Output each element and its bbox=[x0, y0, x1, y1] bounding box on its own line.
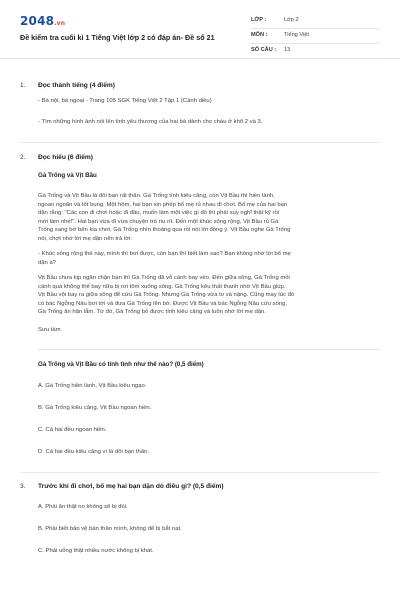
document-meta bbox=[251, 14, 380, 59]
divider bbox=[20, 142, 380, 143]
answer-option[interactable]: D. Cả hai đều kiêu căng vì là đôi bạn thân. bbox=[38, 449, 150, 455]
question-number: 3. bbox=[20, 483, 26, 490]
question-text: Đọc thành tiếng (4 điểm) bbox=[38, 82, 115, 89]
site-logo[interactable] bbox=[20, 14, 65, 28]
divider bbox=[38, 349, 380, 350]
question-1-heading bbox=[20, 82, 115, 89]
answer-option[interactable]: B. Phải biết bảo vệ bản thân mình, không để bị bắt nạt. bbox=[38, 526, 182, 532]
meta-label: SỐ CÂU : bbox=[251, 47, 277, 53]
q1-item: - Tìm những hình ảnh nói lên tình yêu thương của hai bà dành cho cháu ở khổ 2 và 3. bbox=[38, 119, 263, 125]
question-text: Đọc hiểu (6 điểm) bbox=[38, 154, 93, 161]
meta-value: 13 bbox=[284, 47, 291, 53]
meta-label: MÔN : bbox=[251, 32, 268, 38]
answer-option[interactable]: C. Phải uống thật nhiều nước không bị khát. bbox=[38, 548, 154, 554]
question-3-heading bbox=[20, 483, 224, 490]
answer-option[interactable]: C. Cả hai đều ngoan hiền. bbox=[38, 427, 107, 433]
story-title: Gà Trống và Vịt Bầu bbox=[38, 172, 97, 179]
answer-option[interactable]: B. Gà Trống kiêu căng, Vịt Bầu ngoan hiền. bbox=[38, 405, 152, 411]
story-line: Gà Trống và Vịt Bầu là đôi bạn rất thân. Gà Trống tính kiêu căng, còn Vịt Bầu thì hiền lành, bbox=[38, 193, 275, 199]
story-line: - Khúc sông rộng thế này, mình thì bơi được, còn bạn thì biết làm sao? Bạn không nhớ lời bố mẹ bbox=[38, 251, 291, 257]
question-2-heading bbox=[20, 154, 93, 161]
story-line: có bác Ngỗng Nâu bơi tới và đưa Gà Trống lên bờ. Được Vịt Bầu và bác Ngỗng Nâu cứu sống, bbox=[38, 300, 287, 307]
meta-row-count bbox=[251, 44, 380, 59]
story-line: Vịt Bầu chưa kịp ngăn chặn bạn thì Gà Trống đã vỗ cánh bay vèo. Đến giữa sông, Gà Trống mỏi bbox=[38, 275, 290, 281]
meta-label: LỚP : bbox=[251, 17, 267, 23]
story-line: dặn à? bbox=[38, 259, 57, 266]
meta-value: Tiếng Việt bbox=[284, 32, 309, 38]
document-title: Đề kiểm tra cuối kì 1 Tiếng Việt lớp 2 có đáp án- Đề số 21 bbox=[20, 33, 215, 42]
divider bbox=[20, 472, 380, 473]
story-line: Vịt Bầu vội bay ra giữa sông để cứu Gà Trống. Nhưng Gà Trống vừa to và nặng. Cũng may lúc đó bbox=[38, 292, 295, 299]
logo-main: 2048 bbox=[20, 14, 55, 28]
answer-option[interactable]: A. Phải ăn thật no không sẽ bị đói. bbox=[38, 504, 128, 510]
story-line: nói, chợt nhớ lời mẹ dặn nên trả lời: bbox=[38, 236, 133, 242]
story-line: dặn rằng: "Các con đi chơi hoặc đi đâu, muốn làm một việc gì đó thì phải suy nghĩ thật kỹ rồi bbox=[38, 210, 280, 217]
question-text: Trước khi đi chơi, bố mẹ hai bạn dặn dò điều gì? (0,5 điểm) bbox=[38, 483, 224, 490]
page-header bbox=[0, 0, 400, 59]
question-number: 1. bbox=[20, 82, 26, 89]
story-line: Trống sang bờ bên kia chơi. Gà Trống nhìn thoáng qua rồi nói lời đồng ý. Vịt Bầu nghe Gà Trống bbox=[38, 227, 291, 234]
story-line: mới làm nhé!". Hai bạn vừa đi vừa chuyện trò ríu rít. Đến một khúc sông rộng, Vịt Bầu rủ Gà bbox=[38, 218, 279, 225]
meta-value: Lớp 2 bbox=[284, 17, 299, 23]
meta-row-class bbox=[251, 14, 380, 29]
question-number: 2. bbox=[20, 154, 26, 161]
logo-suffix: .vn bbox=[54, 20, 66, 27]
sub-question: Gà Trống và Vịt Bầu có tính tình như thế nào? (0,5 điểm) bbox=[38, 361, 204, 368]
story-line: Gà Trống ân hận lắm. Từ đó, Gà Trống bỏ được tính kiêu căng và luôn nhớ lời mẹ dặn. bbox=[38, 309, 266, 316]
story-line: ngoan ngoãn và tốt bụng. Một hôm, hai bạn xin phép bố mẹ rủ nhau đi chơi. Bố mẹ của hai bạn bbox=[38, 201, 288, 208]
story-source: Sưu tầm bbox=[38, 327, 61, 333]
meta-row-subject bbox=[251, 29, 380, 44]
q1-item: - Bà nội, bà ngoại - Trang 105 SGK Tiếng Việt 2 Tập 1 (Cánh diều) bbox=[38, 98, 212, 104]
answer-option[interactable]: A. Gà Trống hiền lành, Vịt Bầu kiêu ngạo. bbox=[38, 383, 147, 389]
story-line: cánh quá không thể bay nữa bị rơi tõm xuống sông. Gà Trống kêu thất thanh nhờ Vịt Bầu giúp. bbox=[38, 283, 286, 290]
